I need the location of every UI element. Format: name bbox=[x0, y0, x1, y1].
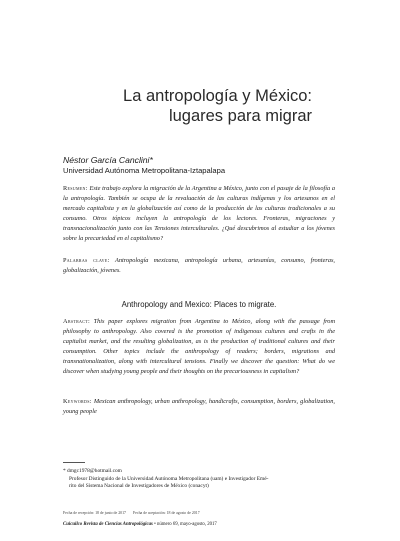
palabras-clave-paragraph bbox=[63, 256, 335, 276]
footnote-professor-line-2: rito del Sistema Nacional de Investigadores de México (conacyt) bbox=[69, 483, 209, 489]
resumen-label: Resumen: bbox=[63, 185, 88, 192]
resumen-paragraph bbox=[63, 184, 335, 244]
footnote-email: * dmgc1978@hotmail.com bbox=[63, 468, 122, 474]
footer-separator: • bbox=[154, 522, 157, 527]
english-title: Anthropology and Mexico: Places to migrate. bbox=[121, 300, 277, 309]
date-received: Fecha de recepción: 18 de junio de 2017 bbox=[63, 511, 126, 515]
keywords-text: Mexican anthropology, urban anthropology, handicrafts, consumption, borders, globalization, young people bbox=[63, 398, 335, 415]
author-name: Néstor García Canclini* bbox=[63, 155, 153, 165]
resumen-text: Este trabajo explora la migración de la Argentina a México, junto con el pasaje de la filosofía a la antropología. También se ocupa de la revaluación de las culturas indígenas y los artesanos en el mercado capitalista y en la globalización así como de la producción de las culturas tradicionales a su consumo. Otros tópicos incluyen la antropología de los lectores. Fronteras, migraciones y transnacionalización junto con las Tensiones interculturales. ¿Qué descubrimos al estudiar a los jóvenes sobre la precariedad en el capitalismo? bbox=[63, 185, 335, 242]
footnotes bbox=[63, 468, 335, 491]
author-block bbox=[63, 155, 343, 176]
keywords-label: Keywords: bbox=[63, 398, 92, 405]
keywords-paragraph bbox=[63, 397, 335, 417]
title-line-2: lugares para migrar bbox=[168, 107, 312, 125]
palabras-clave-text: Antropología mexicana, antropología urbana, artesanías, consumo, fronteras, globalización, jóvenes. bbox=[63, 257, 336, 274]
article-title bbox=[52, 86, 312, 126]
palabras-clave-label: Palabras clave: bbox=[63, 257, 110, 264]
footer-issue: número 69, mayo-agosto, 2017 bbox=[157, 522, 217, 527]
footnote-professor-line-1: Profesor Distinguido de la Universidad Autónoma Metropolitana (uam) e Investigador Emé- bbox=[69, 475, 269, 482]
author-affiliation: Universidad Autónoma Metropolitana-Iztapalapa bbox=[63, 166, 226, 175]
publication-dates bbox=[63, 510, 335, 516]
footer-journal: Cuicuilco Revista de Ciencias Antropológicas bbox=[63, 522, 153, 527]
abstract-text: This paper explores migration from Argentina to México, along with the passage from philosophy to anthropology. Also covered is the promotion of indigenous cultures and crafts in the capitalist market, and the resulting globalization, as is the production of traditional cultures and their consumption. Other topics include the anthropology of readers; borders, migrations and transnationalization, along with intercultural tensions. Finally we discover the question: What do we discover when studying young people and their thoughts on the precariousness in capitalism? bbox=[63, 318, 335, 375]
date-accepted: Fecha de aceptación: 18 de agosto de 2017 bbox=[132, 511, 200, 515]
abstract-paragraph bbox=[63, 317, 335, 377]
footnote-divider bbox=[63, 462, 85, 463]
title-line-1: La antropología y México: bbox=[123, 87, 312, 105]
abstract-label: Abstract: bbox=[63, 318, 91, 325]
page-footer bbox=[63, 521, 335, 528]
